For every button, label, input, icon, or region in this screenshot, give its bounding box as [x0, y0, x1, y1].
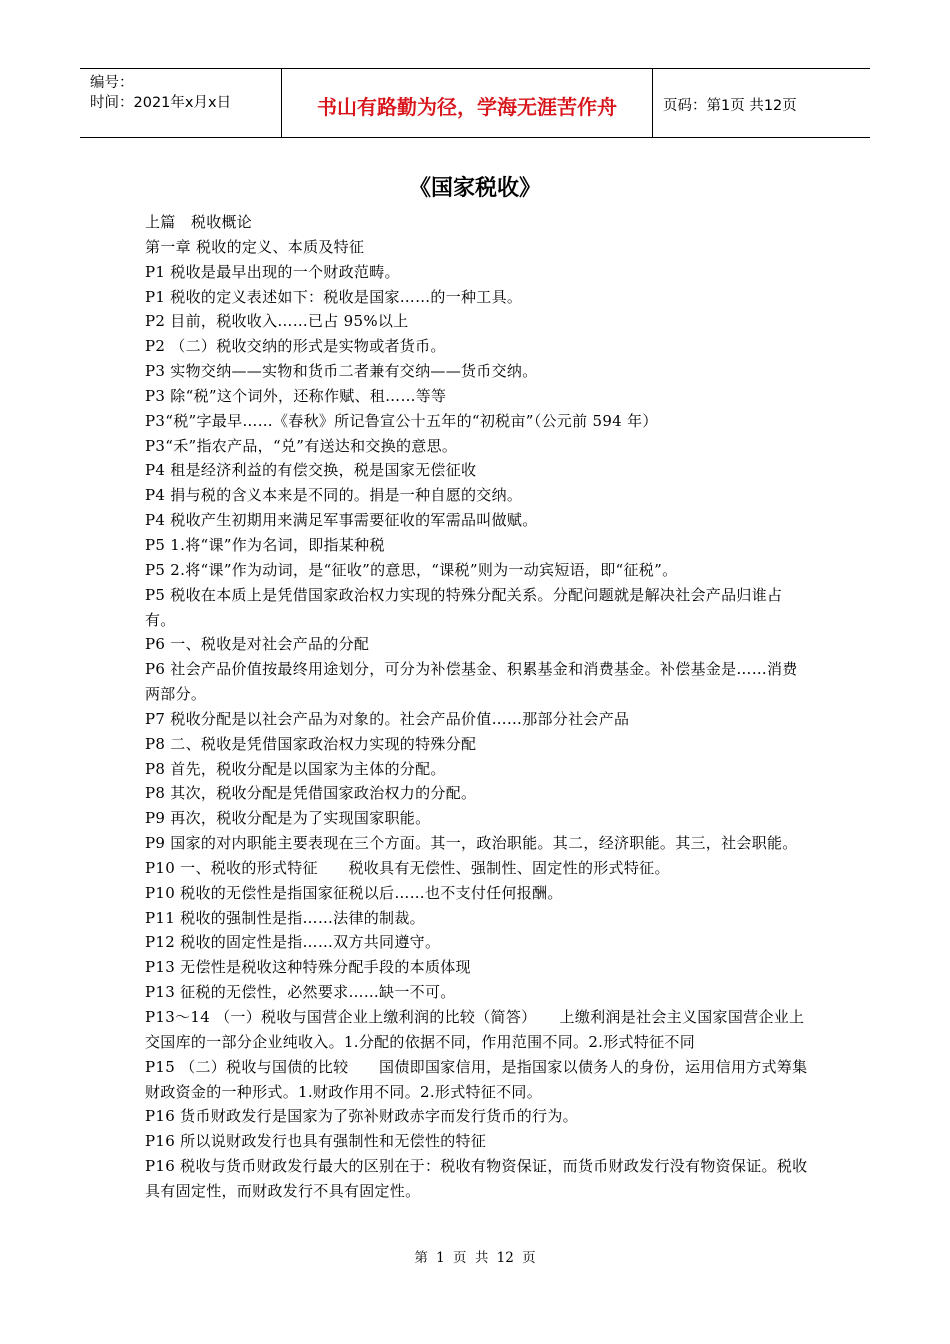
body-paragraph: P6 社会产品价值按最终用途划分，可分为补偿基金、积累基金和消费基金。补偿基金是……消费两部分。	[145, 660, 798, 704]
body-paragraph: P8 首先，税收分配是以国家为主体的分配。	[145, 759, 446, 778]
body-paragraph: P15 （二）税收与国债的比较 国债即国家信用，是指国家以债务人的身份，运用信用方式筹集财政资金的一种形式。1.财政作用不同。2.形式特征不同。	[145, 1057, 808, 1101]
body-paragraph: P5 2.将“课”作为动词，是“征收”的意思，“课税”则为一动宾短语，即“征税”。	[145, 560, 678, 579]
body-paragraph: P2 目前，税收收入……已占 95%以上	[145, 312, 409, 331]
body-paragraph: P9 再次，税收分配是为了实现国家职能。	[145, 809, 431, 828]
body-paragraph: P9 国家的对内职能主要表现在三个方面。其一，政治职能。其二，经济职能。其三，社会职能。	[145, 834, 798, 853]
header-motto: 书山有路勤为径，学海无涯苦作舟	[282, 69, 653, 137]
body-paragraph: P10 税收的无偿性是指国家征税以后……也不支付任何报酬。	[145, 883, 563, 902]
body-paragraph: P4 租是经济利益的有偿交换，税是国家无偿征收	[145, 461, 477, 480]
body-paragraph: P11 税收的强制性是指……法律的制裁。	[145, 908, 425, 927]
body-paragraph: P3“税”字最早……《春秋》所记鲁宣公十五年的“初税亩”（公元前 594 年）	[145, 411, 658, 430]
body-paragraph: P8 其次，税收分配是凭借国家政治权力的分配。	[145, 784, 477, 803]
body-paragraph: P10 一、税收的形式特征 税收具有无偿性、强制性、固定性的形式特征。	[145, 858, 670, 877]
body-paragraph: P8 二、税收是凭借国家政治权力实现的特殊分配	[145, 734, 477, 753]
body-paragraph: P13～14 （一）税收与国营企业上缴利润的比较（简答） 上缴利润是社会主义国家国营企业上交国库的一部分企业纯收入。1.分配的依据不同，作用范围不同。2.形式特征不同	[145, 1008, 805, 1051]
body-paragraph: P6 一、税收是对社会产品的分配	[145, 635, 370, 654]
body-paragraph: P3“禾”指农产品，“兑”有送达和交换的意思。	[145, 436, 458, 455]
number-label: 编号：	[90, 75, 134, 91]
body-paragraph: P4 税收产生初期用来满足军事需要征收的军需品叫做赋。	[145, 511, 538, 530]
body-paragraph: P7 税收分配是以社会产品为对象的。社会产品价值……那部分社会产品	[145, 709, 630, 728]
document-body	[145, 210, 810, 1204]
body-paragraph: 上篇 税收概论	[145, 213, 253, 231]
body-paragraph: P3 实物交纳——实物和货币二者兼有交纳——货币交纳。	[145, 362, 538, 381]
body-paragraph: P1 税收是最早出现的一个财政范畴。	[145, 262, 400, 281]
body-paragraph: P16 货币财政发行是国家为了弥补财政赤字而发行货币的行为。	[145, 1107, 578, 1126]
document-title: 《国家税收》	[408, 176, 541, 201]
body-paragraph: P13 征税的无偿性，必然要求……缺一不可。	[145, 983, 456, 1002]
body-paragraph: P2 （二）税收交纳的形式是实物或者货币。	[145, 337, 446, 356]
header-page-info: 页码：第1页 共12页	[663, 97, 797, 114]
body-paragraph: P5 1.将“课”作为名词，即指某种税	[145, 535, 385, 554]
header-meta	[80, 69, 282, 137]
body-paragraph: P4 捐与税的含义本来是不同的。捐是一种自愿的交纳。	[145, 486, 523, 505]
body-paragraph: P16 所以说财政发行也具有强制性和无偿性的特征	[145, 1132, 487, 1151]
body-paragraph: 第一章 税收的定义、本质及特征	[145, 237, 365, 256]
body-paragraph: P16 税收与货币财政发行最大的区别在于：税收有物资保证，而货币财政发行没有物资保证。税收具有固定性，而财政发行不具有固定性。	[145, 1157, 808, 1200]
date-label: 时间：2021年x月x日	[90, 95, 232, 111]
body-paragraph: P12 税收的固定性是指……双方共同遵守。	[145, 933, 441, 952]
page-header	[80, 68, 870, 138]
body-paragraph: P3 除“税”这个词外，还称作赋、租……等等	[145, 386, 447, 405]
body-paragraph: P13 无偿性是税收这种特殊分配手段的本质体现	[145, 958, 471, 977]
page-footer: 第 1 页 共 12 页	[414, 1250, 536, 1266]
body-paragraph: P5 税收在本质上是凭借国家政治权力实现的特殊分配关系。分配问题就是解决社会产品归谁占有。	[145, 585, 783, 629]
body-paragraph: P1 税收的定义表述如下：税收是国家……的一种工具。	[145, 287, 523, 306]
